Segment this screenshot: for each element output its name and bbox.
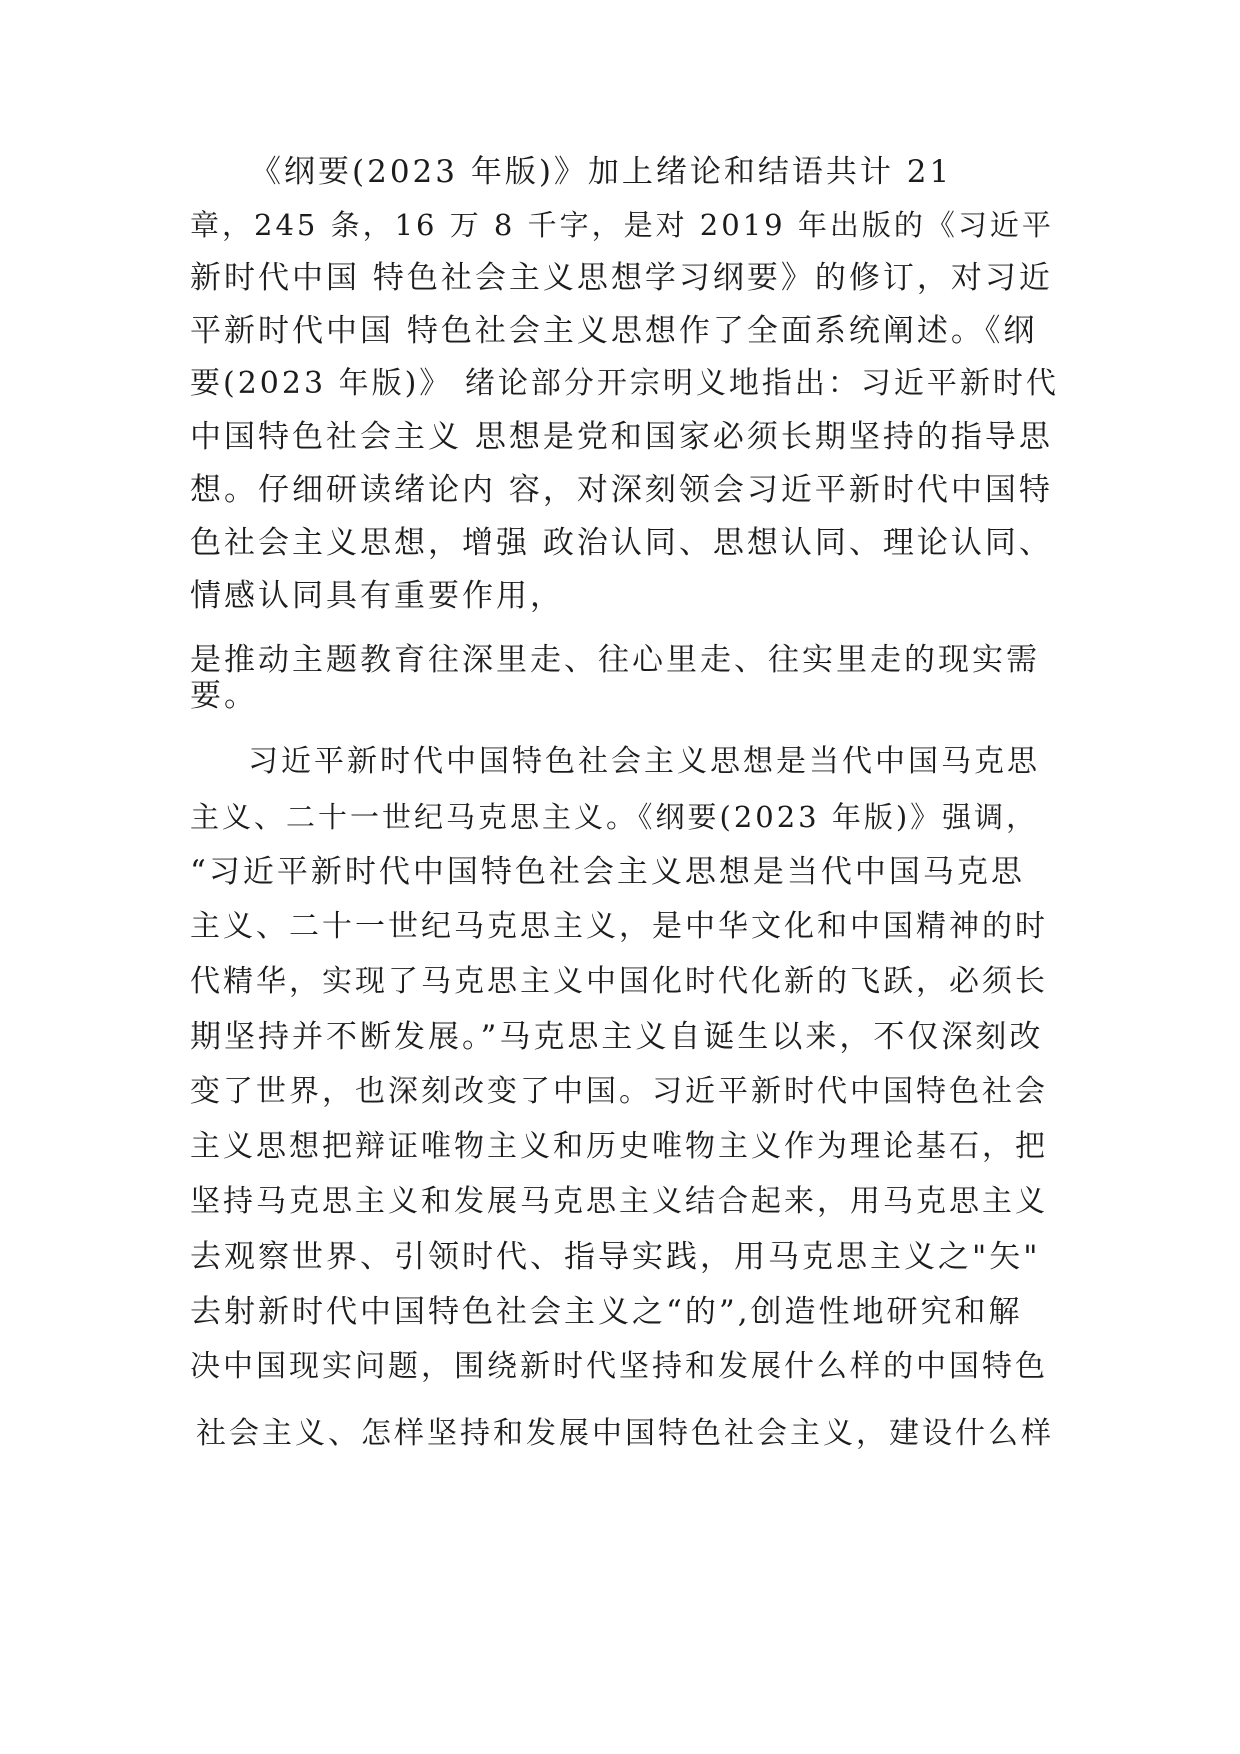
paragraph-2-line-4: 主义、二十一世纪马克思主义，是中华文化和中国精神的时 [190, 909, 1048, 944]
paragraph-2-line-9: 坚持马克思主义和发展马克思主义结合起来，用马克思主义 [190, 1184, 1048, 1219]
paragraph-1-line-8: 色社会主义思想，增强 政治认同、思想认同、理论认同、 [190, 525, 1053, 561]
paragraph-1-line-2: 章，245 条，16 万 8 千字，是对 2019 年出版的《习近平 [190, 208, 1054, 242]
paragraph-2-line-8: 主义思想把辩证唯物主义和历史唯物主义作为理论基石，把 [190, 1129, 1048, 1164]
paragraph-1-line-4: 平新时代中国 特色社会主义思想作了全面系统阐述。《纲 [190, 313, 1038, 349]
paragraph-1-line-3: 新时代中国 特色社会主义思想学习纲要》的修订，对习近 [190, 260, 1053, 296]
paragraph-2-line-11: 去射新时代中国特色社会主义之“的”,创造性地研究和解 [190, 1294, 1023, 1330]
paragraph-1-line-7: 想。仔细研读绪论内 容，对深刻领会习近平新时代中国特 [190, 472, 1053, 508]
paragraph-1-line-5: 要(2023 年版)》 绪论部分开宗明义地指出：习近平新时代 [190, 366, 1059, 401]
paragraph-1-line-1: 《纲要(2023 年版)》加上绪论和结语共计 21 [250, 154, 953, 190]
paragraph-2-line-7: 变了世界，也深刻改变了中国。习近平新时代中国特色社会 [190, 1074, 1048, 1109]
paragraph-2-line-1: 习近平新时代中国特色社会主义思想是当代中国马克思 [248, 744, 1040, 779]
paragraph-2-line-5: 代精华，实现了马克思主义中国化时代化新的飞跃，必须长 [190, 964, 1048, 999]
paragraph-2-line-10: 去观察世界、引领时代、指导实践，用马克思主义之"矢" [190, 1239, 1041, 1275]
paragraph-2-line-6: 期坚持并不断发展。”马克思主义自诞生以来，不仅深刻改 [190, 1019, 1044, 1055]
paragraph-2-line-2: 主义、二十一世纪马克思主义。《纲要(2023 年版)》强调， [190, 800, 1039, 834]
paragraph-2-line-12: 决中国现实问题，围绕新时代坚持和发展什么样的中国特色 [190, 1349, 1048, 1384]
paragraph-2-line-3: “习近平新时代中国特色社会主义思想是当代中国马克思 [190, 854, 1025, 890]
paragraph-1-cont-line-2: 要。 [190, 678, 258, 714]
paragraph-1-cont-line-1: 是推动主题教育往深里走、往心里走、往实里走的现实需 [190, 642, 1040, 678]
paragraph-1-line-9: 情感认同具有重要作用， [190, 578, 564, 614]
paragraph-1-line-6: 中国特色社会主义 思想是党和国家必须长期坚持的指导思 [190, 419, 1053, 455]
paragraph-2-line-13: 社会主义、怎样坚持和发展中国特色社会主义，建设什么样 [196, 1416, 1054, 1451]
